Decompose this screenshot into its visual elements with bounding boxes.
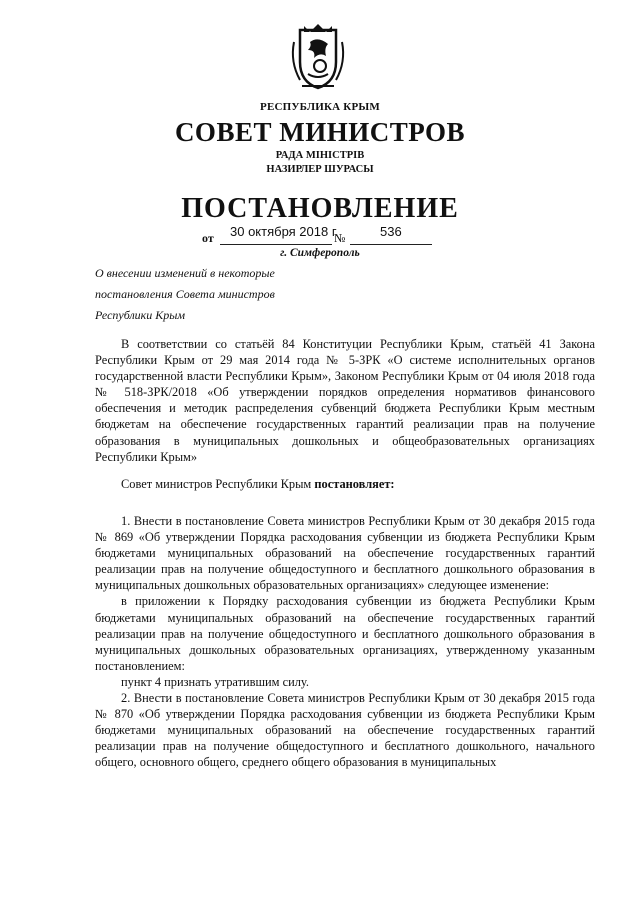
document-date: 30 октября 2018 г.: [230, 224, 339, 239]
council-title: СОВЕТ МИНИСТРОВ: [174, 117, 466, 147]
item-1-clause: пункт 4 признать утратившим силу.: [121, 674, 309, 689]
item-1-subclause: в приложении к Порядку расходования субвенции из бюджета Республики Крым бюджетами муниципальных образований на обеспечение государственных гарантий реализации прав на получение общедоступного и бесплатного дошкольного образования в муниципальных дошкольных образовательных организациях, утвержденному указанным постановлением:: [95, 594, 595, 673]
preamble-text: В соответствии со статьёй 84 Конституции Республики Крым, статьёй 41 Закона Республики Крым от 29 мая 2014 года № 5-ЗРК «О системе исполнительных органов государственной власти Республики Крым», Законом Республики Крым от 04 июля 2018 года № 518-ЗРК/2018 «Об утверждении порядков определения нормативов финансового обеспечения и методик распределения субвенций бюджета Республики Крым местным бюджетам на обеспечение государственных гарантий реализации прав на получение образования в муниципальных дошкольных и общеобразовательных организациях Республики Крым»: [95, 337, 595, 464]
crimea-coat-of-arms-icon: [288, 22, 348, 92]
number-label: №: [334, 231, 346, 245]
preamble: [95, 336, 595, 465]
document-type: ПОСТАНОВЛЕНИЕ: [181, 193, 459, 224]
subject-line: О внесении изменений в некоторые: [95, 266, 275, 280]
republic-name: РЕСПУБЛИКА КРЫМ: [260, 101, 380, 113]
subject-line: постановления Совета министров: [95, 287, 275, 301]
items-block: [95, 513, 595, 771]
subject-block: [95, 263, 395, 326]
nazirler-shurasy: НАЗИРЛЕР ШУРАСЫ: [266, 164, 374, 175]
date-number-line: [200, 224, 440, 246]
subject-line: Республики Крым: [95, 308, 186, 322]
item-2: 2. Внести в постановление Совета министров Республики Крым от 30 декабря 2015 года № 870 «Об утверждении Порядка расходования субвенции из бюджета Республики Крым бюджетами муниципальных образований на обеспечение государственных гарантий реализации прав на получение общедоступного и бесплатного дошкольного, начального общего, основного общего, среднего общего образования в муниципальных: [95, 691, 595, 770]
decree-line: [95, 476, 595, 492]
number-underline: [350, 244, 432, 245]
decree-prefix: Совет министров Республики Крым: [121, 477, 315, 491]
item-1: 1. Внести в постановление Совета министров Республики Крым от 30 декабря 2015 года № 869 «Об утверждении Порядка расходования субвенции из бюджета Республики Крым бюджетами муниципальных образований на обеспечение государственных гарантий реализации прав на получение общедоступного и бесплатного дошкольного образования в муниципальных дошкольных образовательных организациях» следующее изменение:: [95, 514, 595, 593]
date-label: от: [202, 231, 214, 245]
date-underline: [220, 244, 332, 245]
decree-verb: постановляет:: [314, 477, 395, 491]
council-subtitles: [0, 149, 640, 177]
rada-ministriv: РАДА МІНІСТРІВ: [275, 150, 365, 161]
city: г. Симферополь: [280, 247, 360, 259]
document-number: 536: [380, 224, 402, 239]
